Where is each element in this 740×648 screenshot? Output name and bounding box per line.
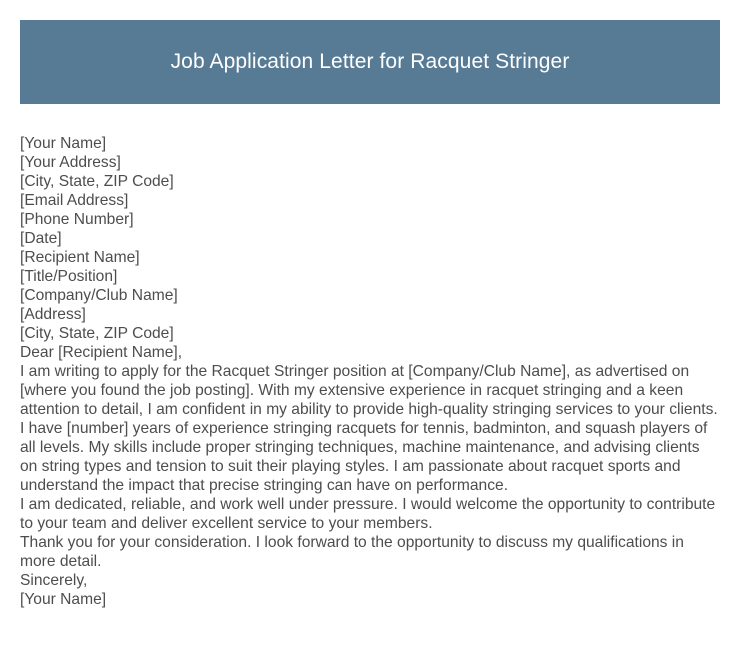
recipient-title: [Title/Position] <box>20 268 118 285</box>
sender-phone: [Phone Number] <box>20 211 134 228</box>
recipient-address: [Address] <box>20 306 86 323</box>
recipient-name: [Recipient Name] <box>20 249 140 266</box>
salutation: Dear [Recipient Name], <box>20 344 183 361</box>
recipient-block <box>20 248 720 343</box>
letter-date: [Date] <box>20 230 62 247</box>
sender-block <box>20 134 720 248</box>
paragraph-closing: Thank you for your consideration. I look forward to the opportunity to discuss my qualifications in more detail. <box>20 534 684 570</box>
paragraph-qualities: I am dedicated, reliable, and work well under pressure. I would welcome the opportunity to contribute to your team and deliver excellent service to your members. <box>20 496 716 532</box>
recipient-company: [Company/Club Name] <box>20 287 178 304</box>
paragraph-experience: I have [number] years of experience stringing racquets for tennis, badminton, and squash players of all levels. My skills include proper stringing techniques, machine maintenance, and advising clients on string types and tension to suit their playing styles. I am passionate about racquet sports and understand the impact that precise stringing can have on performance. <box>20 420 708 494</box>
sender-email: [Email Address] <box>20 192 129 209</box>
signature: [Your Name] <box>20 591 107 608</box>
recipient-city-state-zip: [City, State, ZIP Code] <box>20 325 174 342</box>
page-title: Job Application Letter for Racquet Stringer <box>170 50 570 73</box>
sender-name: [Your Name] <box>20 135 107 152</box>
sender-city-state-zip: [City, State, ZIP Code] <box>20 173 174 190</box>
sender-address: [Your Address] <box>20 154 121 171</box>
paragraph-intro: I am writing to apply for the Racquet Stringer position at [Company/Club Name], as advertised on [where you found the job posting]. With my extensive experience in racquet stringing and a keen attention to detail, I am confident in my ability to provide high-quality stringing services to your clients. <box>20 363 718 418</box>
closing: Sincerely, <box>20 572 88 589</box>
letter-body <box>20 134 720 609</box>
title-banner <box>20 20 720 104</box>
